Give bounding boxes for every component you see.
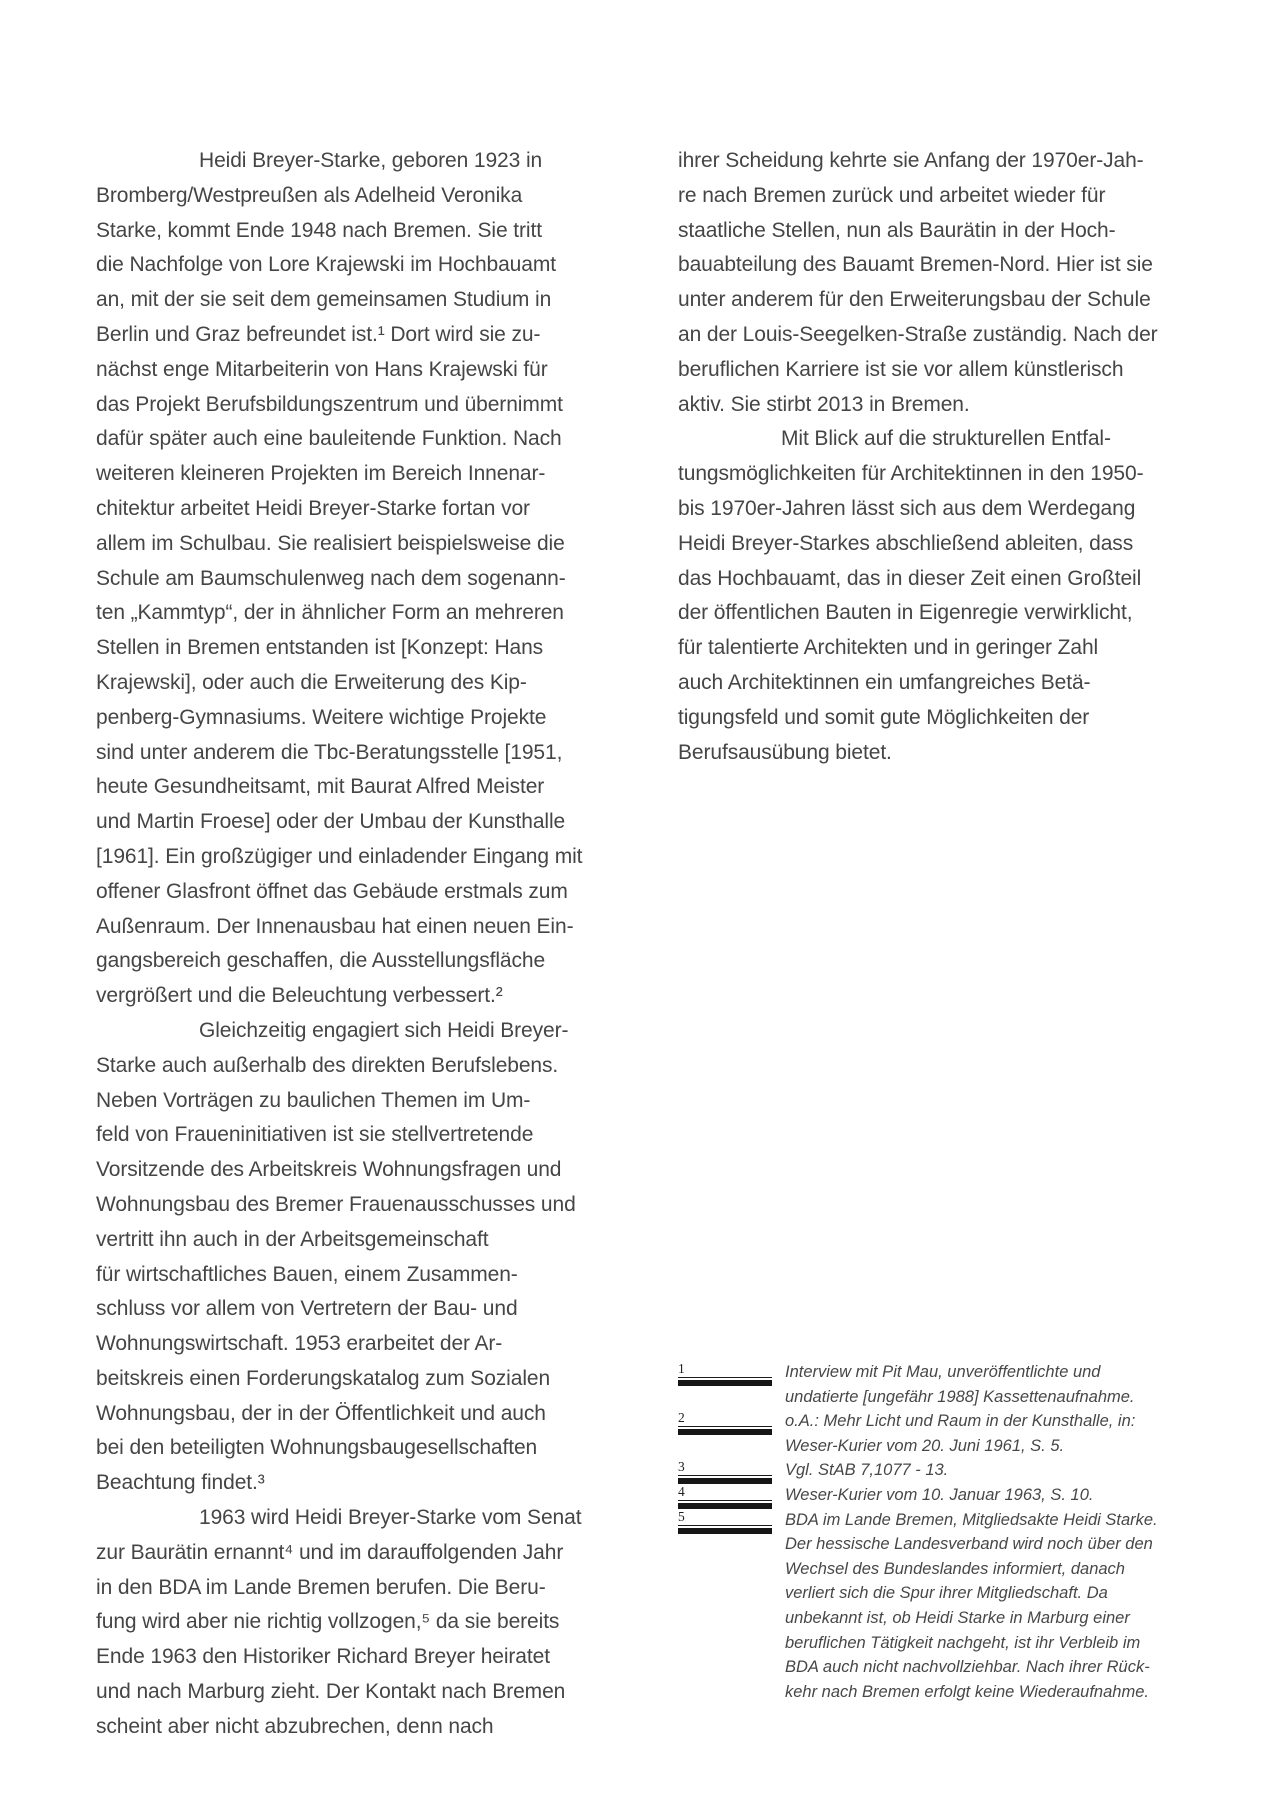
body-text-line: ihrer Scheidung kehrte sie Anfang der 1970er-Jah- (678, 149, 1144, 172)
footnote-text-line: Interview mit Pit Mau, unveröffentlichte und (785, 1363, 1101, 1381)
body-text-line: nächst enge Mitarbeiterin von Hans Krajewski für (96, 357, 548, 381)
body-text-line: Wohnungsbau, der in der Öffentlichkeit und auch (96, 1401, 546, 1425)
footnote-text-line: Vgl. StAB 7,1077 - 13. (785, 1461, 949, 1480)
body-text-line: Heidi Breyer-Starke, geboren 1923 in (199, 149, 543, 172)
body-text-line: vertritt ihn auch in der Arbeitsgemeinschaft (96, 1227, 489, 1251)
body-text-line: fung wird aber nie richtig vollzogen,⁵ da sie bereits (96, 1610, 560, 1634)
body-text-line: an der Louis-Seegelken-Straße zuständig. Nach der (678, 322, 1158, 346)
body-text-line: für wirtschaftliches Bauen, einem Zusammen- (96, 1262, 518, 1286)
body-text-line: zur Baurätin ernannt⁴ und im darauffolgenden Jahr (96, 1540, 564, 1564)
body-text-line: auch Architektinnen ein umfangreiches Betä- (678, 670, 1091, 694)
body-text-line: staatliche Stellen, nun als Baurätin in der Hoch- (678, 218, 1116, 242)
body-text-line: für talentierte Architekten und in geringer Zahl (678, 636, 1099, 660)
body-text-line: Wohnungswirtschaft. 1953 erarbeitet der Ar- (96, 1332, 503, 1356)
body-text-line: Starke, kommt Ende 1948 nach Bremen. Sie tritt (96, 218, 542, 242)
footnote-text-line: kehr nach Bremen erfolgt keine Wiederaufnahme. (785, 1682, 1149, 1701)
body-text-line: gangsbereich geschaffen, die Ausstellungsfläche (96, 949, 546, 973)
body-text-line: tungsmöglichkeiten für Architektinnen in den 1950- (678, 462, 1144, 486)
footnote-marker (678, 1483, 772, 1509)
body-text-line: heute Gesundheitsamt, mit Baurat Alfred Meister (96, 775, 545, 799)
body-text-line: tigungsfeld und somit gute Möglichkeiten der (678, 705, 1090, 729)
footnote-text (785, 1508, 1223, 1705)
body-text-line: ten „Kammtyp“, der in ähnlicher Form an mehreren (96, 601, 564, 625)
body-text-line: scheint aber nicht abzubrechen, denn nach (96, 1714, 494, 1738)
body-text-line: chitektur arbeitet Heidi Breyer-Starke fortan vor (96, 496, 530, 520)
body-text-line: sind unter anderem die Tbc-Beratungsstelle [1951, (96, 740, 563, 764)
right-text-column (678, 144, 1223, 770)
body-text-line: beitskreis einen Forderungskatalog zum Sozialen (96, 1366, 551, 1390)
body-text-line: weiteren kleineren Projekten im Bereich Innenar- (96, 462, 546, 486)
footnote-4 (678, 1483, 1223, 1508)
footnote-text-line: Weser-Kurier vom 10. Januar 1963, S. 10. (785, 1485, 1094, 1504)
body-text-line: allem im Schulbau. Sie realisiert beispielsweise die (96, 531, 565, 555)
body-text-line: [1961]. Ein großzügiger und einladender Eingang mit (96, 844, 583, 868)
body-text-line: penberg-Gymnasiums. Weitere wichtige Projekte (96, 705, 547, 729)
footnote-3 (678, 1458, 1223, 1483)
footnote-rule (678, 1380, 772, 1386)
body-text-line: re nach Bremen zurück und arbeitet wieder für (678, 183, 1106, 207)
footnote-text-line: Der hessische Landesverband wird noch über den (785, 1535, 1153, 1554)
body-text-line: und nach Marburg zieht. Der Kontakt nach Bremen (96, 1680, 566, 1704)
body-text-line: Bromberg/Westpreußen als Adelheid Veronika (96, 183, 523, 207)
body-text-line: Wohnungsbau des Bremer Frauenausschusses und (96, 1192, 576, 1216)
body-text-line: Mit Blick auf die strukturellen Entfal- (781, 427, 1111, 451)
footnote-text-line: Wechsel des Bundeslandes informiert, danach (785, 1559, 1125, 1578)
body-text-line: Beachtung findet.³ (96, 1471, 265, 1495)
body-text-line: dafür später auch eine bauleitende Funktion. Nach (96, 427, 562, 451)
body-text-line: Gleichzeitig engagiert sich Heidi Breyer- (199, 1018, 569, 1042)
body-text-line: vergrößert und die Beleuchtung verbessert.² (96, 984, 503, 1008)
body-text-line: der öffentlichen Bauten in Eigenregie verwirklicht, (678, 601, 1133, 625)
body-text-line: Schule am Baumschulenweg nach dem sogenann- (96, 566, 566, 590)
body-text-line: und Martin Froese] oder der Umbau der Kunsthalle (96, 810, 566, 834)
footnote-text-line: BDA im Lande Bremen, Mitgliedsakte Heidi Starke. (785, 1510, 1158, 1529)
footnotes-block (678, 1360, 1223, 1704)
body-text-line: Krajewski], oder auch die Erweiterung des Kip- (96, 670, 527, 694)
footnote-number: 4 (678, 1486, 772, 1501)
left-text-column (96, 144, 626, 1745)
footnote-number: 3 (678, 1461, 772, 1476)
footnote-text-line: beruflichen Tätigkeit nachgeht, ist ihr Verbleib im (785, 1633, 1141, 1652)
body-text-line: unter anderem für den Erweiterungsbau der Schule (678, 288, 1151, 312)
footnote-number: 1 (678, 1363, 772, 1378)
body-text-line: offener Glasfront öffnet das Gebäude erstmals zum (96, 879, 568, 903)
body-text-line: an, mit der sie seit dem gemeinsamen Studium in (96, 288, 552, 312)
body-text-line: feld von Fraueninitiativen ist sie stellvertretende (96, 1123, 534, 1147)
footnote-text (785, 1483, 1223, 1508)
body-text-line: in den BDA im Lande Bremen berufen. Die Beru- (96, 1575, 546, 1599)
body-text-line: bauabteilung des Bauamt Bremen-Nord. Hier ist sie (678, 253, 1153, 277)
body-text-line: Heidi Breyer-Starkes abschließend ableiten, dass (678, 531, 1134, 555)
body-text-line: 1963 wird Heidi Breyer-Starke vom Senat (199, 1506, 582, 1530)
body-text-line: die Nachfolge von Lore Krajewski im Hochbauamt (96, 253, 556, 277)
footnote-rule (678, 1528, 772, 1534)
footnote-text (785, 1360, 1223, 1409)
footnote-text-line: verliert sich die Spur ihrer Mitgliedschaft. Da (785, 1584, 1108, 1603)
body-text-line: bei den beteiligten Wohnungsbaugesellschaften (96, 1436, 538, 1460)
body-text-line: Vorsitzende des Arbeitskreis Wohnungsfragen und (96, 1158, 562, 1182)
footnote-text-line: o.A.: Mehr Licht und Raum in der Kunsthalle, in: (785, 1412, 1136, 1431)
footnote-text (785, 1409, 1223, 1458)
footnote-number: 5 (678, 1511, 772, 1526)
footnote-number: 2 (678, 1412, 772, 1427)
footnote-marker (678, 1461, 772, 1484)
footnote-2 (678, 1409, 1223, 1458)
body-text-line: Berufsausübung bietet. (678, 740, 892, 764)
footnote-text-line: BDA auch nicht nachvollziehbar. Nach ihrer Rück- (785, 1658, 1150, 1677)
footnote-1 (678, 1360, 1223, 1409)
body-text-line: das Hochbauamt, das in dieser Zeit einen Großteil (678, 566, 1142, 590)
footnote-5 (678, 1508, 1223, 1705)
body-text-line: beruflichen Karriere ist sie vor allem künstlerisch (678, 357, 1124, 381)
body-text-line: das Projekt Berufsbildungszentrum und übernimmt (96, 392, 563, 416)
body-text-line: Außenraum. Der Innenausbau hat einen neuen Ein- (96, 914, 574, 938)
body-text-line: Starke auch außerhalb des direkten Berufslebens. (96, 1053, 559, 1077)
footnote-marker (678, 1412, 772, 1435)
body-text-line: bis 1970er-Jahren lässt sich aus dem Werdegang (678, 496, 1136, 520)
body-text-line: Stellen in Bremen entstanden ist [Konzept: Hans (96, 636, 544, 660)
footnote-text-line: unbekannt ist, ob Heidi Starke in Marburg einer (785, 1608, 1130, 1627)
footnote-text-line: undatierte [ungefähr 1988] Kassettenaufnahme. (785, 1387, 1135, 1406)
body-text-line: Neben Vorträgen zu baulichen Themen im Um- (96, 1088, 531, 1112)
footnote-marker (678, 1508, 772, 1534)
footnote-text-line: Weser-Kurier vom 20. Juni 1961, S. 5. (785, 1436, 1065, 1455)
body-text-line: schluss vor allem von Vertretern der Bau- und (96, 1297, 518, 1321)
body-text-line: aktiv. Sie stirbt 2013 in Bremen. (678, 392, 970, 416)
body-text-line: Berlin und Graz befreundet ist.¹ Dort wird sie zu- (96, 322, 541, 346)
body-text-line: Ende 1963 den Historiker Richard Breyer heiratet (96, 1645, 550, 1669)
footnote-text (785, 1458, 1223, 1483)
footnote-rule (678, 1429, 772, 1435)
footnote-marker (678, 1363, 772, 1386)
